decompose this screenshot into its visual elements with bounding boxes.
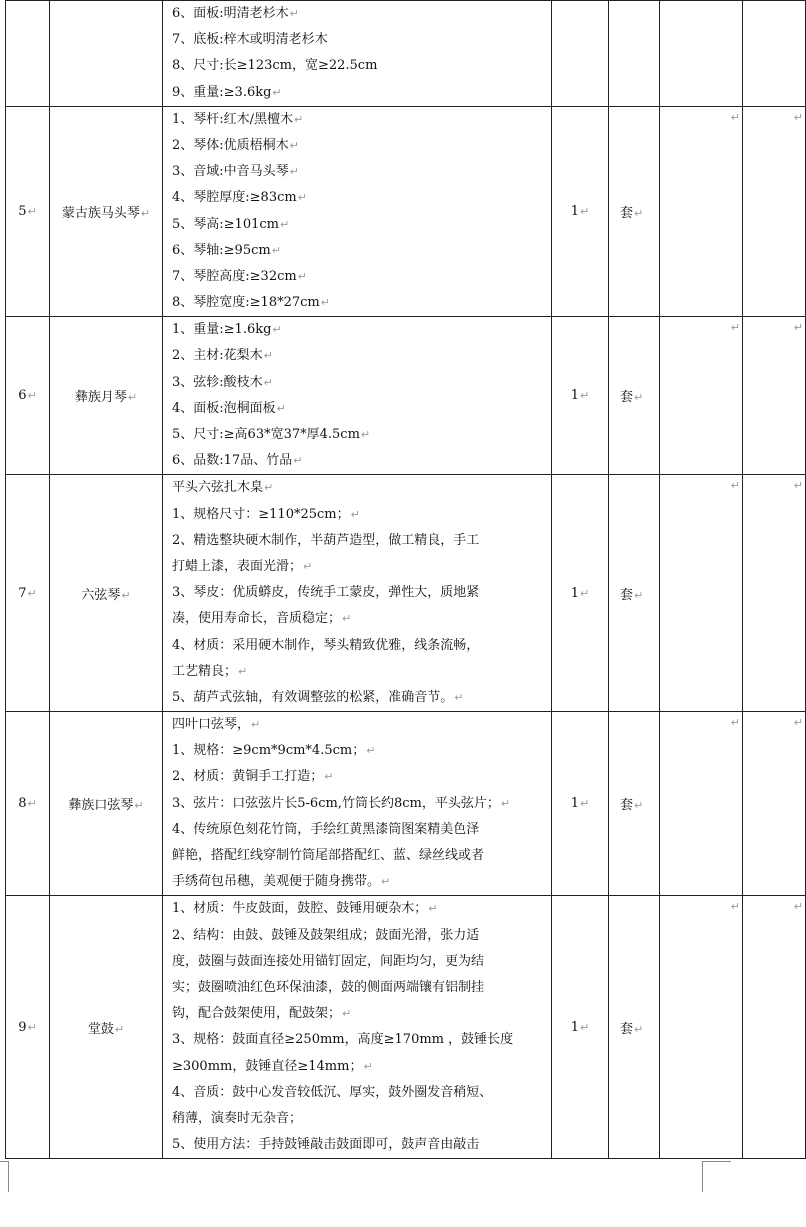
spec-line: [172, 554, 547, 580]
paragraph-mark: ↵: [27, 205, 37, 218]
spec-line-text: 3、琴皮：优质蟒皮，传统手工蒙皮，弹性大，质地紧: [172, 585, 480, 601]
unit: 套: [620, 1021, 634, 1037]
table-body: [6, 1, 806, 1159]
cell-item-name: [50, 1, 163, 107]
paragraph-mark: ↵: [27, 797, 37, 811]
cell-quantity: [552, 896, 609, 1159]
paragraph-mark: ↵: [264, 481, 274, 495]
paragraph-mark: ↵: [294, 112, 304, 126]
paragraph-mark: ↵: [342, 612, 352, 626]
item-name: 堂鼓: [87, 1021, 114, 1037]
cell-unit: [609, 712, 660, 896]
spec-line-text: 7、琴腔高度:≥32cm: [172, 268, 297, 284]
spec-line-text: 3、弦轸:酸枝木: [172, 374, 263, 390]
spec-line-text: 2、琴体:优质梧桐木: [172, 137, 289, 153]
cell-item-number: [6, 896, 50, 1159]
paragraph-mark: ↵: [634, 391, 644, 405]
spec-line-text: 4、材质：采用硬木制作，琴头精致优雅，线条流畅，: [172, 637, 480, 653]
paragraph-mark: ↵: [271, 243, 281, 257]
cell-total-price: [743, 106, 806, 317]
cell-specification: [163, 106, 552, 317]
cell-total-price: [743, 317, 806, 475]
spec-line: [172, 80, 547, 106]
spec-line-text: 4、音质：鼓中心发音较低沉、厚实，鼓外圈发音稍短、: [172, 1084, 493, 1100]
item-number: 8: [18, 796, 27, 812]
paragraph-mark: ↵: [276, 401, 286, 415]
paragraph-mark: ↵: [730, 900, 740, 914]
paragraph-mark: ↵: [289, 7, 299, 20]
spec-line-text: 2、材质：黄铜手工打造；: [172, 769, 324, 785]
spec-line: [172, 107, 547, 133]
spec-line-text: 3、弦片：口弦弦片长5-6cm,竹筒长约8cm，平头弦片；: [172, 795, 500, 811]
cell-item-number: [6, 106, 50, 317]
spec-line: [172, 633, 547, 659]
unit: 套: [620, 390, 634, 406]
spec-line-text: 3、规格：鼓面直径≥250mm，高度≥170mm ，鼓锤长度: [172, 1032, 514, 1048]
spec-line-text: 5、使用方法：手持鼓锤敲击鼓面即可，鼓声音由敲击: [172, 1137, 480, 1153]
spec-line-text: 8、琴腔宽度:≥18*27cm: [172, 295, 320, 311]
spec-line-text: 1、规格：≥9cm*9cm*4.5cm；: [172, 743, 366, 759]
spec-line: [172, 1001, 547, 1027]
paragraph-mark: ↵: [360, 428, 371, 441]
spec-line: [172, 764, 547, 790]
spec-line: [172, 1080, 547, 1106]
spec-line: [172, 712, 547, 738]
cell-item-name: [50, 896, 163, 1159]
paragraph-mark: ↵: [730, 716, 740, 730]
item-name: 彝族口弦琴: [68, 798, 134, 814]
item-number: 7: [18, 585, 27, 601]
spec-line-text: 凑，使用寿命长，音质稳定；: [172, 611, 342, 627]
paragraph-mark: ↵: [324, 770, 334, 784]
cell-unit-price: [660, 475, 743, 712]
instrument-spec-table: [5, 0, 806, 1159]
spec-line: [172, 923, 547, 949]
table-row: [6, 896, 806, 1159]
spec-line: [172, 869, 547, 895]
unit: 套: [620, 206, 634, 221]
spec-line-text: 6、面板:明清老杉木: [172, 6, 289, 21]
paragraph-mark: ↵: [127, 391, 138, 405]
cell-specification: [163, 712, 552, 896]
cell-unit-price: [660, 106, 743, 317]
quantity: 1: [570, 1019, 580, 1035]
spec-line-text: 度，鼓圈与鼓面连接处用锚钉固定，间距均匀，更为结: [172, 953, 485, 969]
spec-line: [172, 1, 547, 27]
cell-unit: [609, 1, 660, 107]
spec-line-text: 1、规格尺寸：≥110*25cm；: [172, 506, 350, 522]
paragraph-mark: ↵: [454, 690, 464, 704]
cell-total-price: [743, 1, 806, 107]
spec-line-text: 3、音域:中音马头琴: [172, 164, 289, 180]
spec-line-text: 4、面板:泡桐面板: [172, 400, 276, 416]
paragraph-mark: ↵: [793, 321, 803, 335]
spec-line-text: 5、尺寸:≥高63*宽37*厚4.5cm: [172, 427, 360, 442]
paragraph-mark: ↵: [580, 1020, 590, 1034]
cell-specification: [163, 475, 552, 712]
spec-line: [172, 843, 547, 869]
cell-unit-price: [660, 317, 743, 475]
spec-line: [172, 264, 547, 290]
cell-unit: [609, 106, 660, 317]
spec-line-text: 4、琴腔厚度:≥83cm: [172, 190, 297, 206]
paragraph-mark: ↵: [272, 85, 282, 99]
spec-line-text: 6、品数:17品、竹品: [172, 453, 293, 469]
spec-line-text: 2、结构：由鼓、鼓锤及鼓架组成；鼓面光滑，张力适: [172, 927, 480, 943]
cell-unit-price: [660, 712, 743, 896]
cell-specification: [163, 896, 552, 1159]
paragraph-mark: ↵: [730, 110, 740, 124]
spec-line: [172, 290, 547, 316]
item-name: 彝族月琴: [74, 390, 127, 406]
spec-line: [172, 238, 547, 264]
paragraph-mark: ↵: [634, 799, 644, 813]
spec-line-text: 6、琴轴:≥95cm: [172, 242, 271, 258]
spec-line: [172, 343, 547, 369]
paragraph-mark: ↵: [793, 479, 803, 493]
paragraph-mark: ↵: [793, 716, 803, 730]
spec-line: [172, 896, 547, 922]
cell-quantity: [552, 1, 609, 107]
cell-quantity: [552, 712, 609, 896]
paragraph-mark: ↵: [121, 588, 131, 602]
paragraph-mark: ↵: [634, 1022, 644, 1036]
spec-line-text: 四叶口弦琴，: [172, 717, 251, 733]
paragraph-mark: ↵: [730, 479, 740, 493]
paragraph-mark: ↵: [320, 296, 330, 310]
cell-item-number: [6, 712, 50, 896]
paragraph-mark: ↵: [303, 559, 313, 573]
table-row: [6, 1, 806, 107]
cell-quantity: [552, 106, 609, 317]
spec-line: [172, 370, 547, 396]
spec-line: [172, 817, 547, 843]
cell-item-name: [50, 317, 163, 475]
cell-item-number: [6, 475, 50, 712]
paragraph-mark: ↵: [27, 1020, 37, 1034]
item-name: 六弦琴: [81, 587, 121, 603]
paragraph-mark: ↵: [634, 207, 644, 220]
page-corner-mark-right: [702, 1161, 731, 1192]
spec-line-text: 工艺精良；: [172, 663, 238, 679]
spec-line: [172, 528, 547, 554]
cell-total-price: [743, 475, 806, 712]
spec-line: [172, 685, 547, 711]
cell-item-number: [6, 317, 50, 475]
spec-line: [172, 791, 547, 817]
quantity: 1: [570, 796, 580, 812]
paragraph-mark: ↵: [114, 1022, 125, 1036]
spec-line: [172, 606, 547, 632]
spec-line: [172, 502, 547, 528]
spec-line-text: 2、主材:花梨木: [172, 348, 263, 364]
spec-line: [172, 212, 547, 238]
paragraph-mark: ↵: [140, 207, 151, 220]
spec-line-text: 2、精选整块硬木制作，半葫芦造型，做工精良，手工: [172, 532, 480, 548]
spec-line: [172, 133, 547, 159]
paragraph-mark: ↵: [793, 110, 803, 124]
spec-line-text: 5、葫芦式弦轴，有效调整弦的松紧，准确音节。: [172, 689, 454, 705]
unit: 套: [620, 798, 634, 814]
item-number: 6: [18, 388, 27, 404]
spec-line-text: 4、传统原色刻花竹筒，手绘红黄黑漆筒图案精美色泽: [172, 821, 480, 837]
paragraph-mark: ↵: [297, 191, 307, 205]
spec-line-text: 1、琴杆:红木/黑檀木: [172, 111, 294, 127]
spec-line: [172, 27, 547, 53]
paragraph-mark: ↵: [27, 586, 37, 600]
cell-unit: [609, 317, 660, 475]
spec-line: [172, 317, 547, 343]
paragraph-mark: ↵: [238, 664, 248, 678]
spec-line-text: 鲜艳，搭配红线穿制竹筒尾部搭配红、蓝、绿丝线或者: [172, 848, 485, 863]
paragraph-mark: ↵: [363, 1059, 373, 1073]
cell-unit-price: [660, 1, 743, 107]
paragraph-mark: ↵: [297, 269, 307, 283]
cell-unit: [609, 896, 660, 1159]
paragraph-mark: ↵: [134, 799, 144, 813]
paragraph-mark: ↵: [580, 389, 590, 403]
item-name: 蒙古族马头琴: [61, 206, 140, 221]
paragraph-mark: ↵: [279, 217, 290, 231]
paragraph-mark: ↵: [289, 138, 299, 152]
spec-line-text: 7、底板:梓木或明清老杉木: [172, 32, 328, 48]
spec-line: [172, 1027, 547, 1053]
cell-item-name: [50, 712, 163, 896]
paragraph-mark: ↵: [580, 205, 590, 218]
spec-line-text: 9、重量:≥3.6kg: [172, 84, 272, 100]
paragraph-mark: ↵: [263, 375, 273, 389]
paragraph-mark: ↵: [500, 796, 511, 810]
spec-line: [172, 396, 547, 422]
paragraph-mark: ↵: [251, 718, 261, 732]
spec-line-text: 钩，配合鼓架使用，配鼓架；: [172, 1006, 342, 1022]
cell-specification: [163, 1, 552, 107]
cell-item-number: [6, 1, 50, 107]
spec-line-text: 打蜡上漆，表面光滑；: [172, 558, 303, 574]
paragraph-mark: ↵: [580, 797, 590, 811]
spec-line-text: 5、琴高:≥101cm: [172, 216, 279, 232]
cell-specification: [163, 317, 552, 475]
paragraph-mark: ↵: [272, 323, 282, 337]
spec-line-text: 手绣荷包吊穗，美观便于随身携带。: [172, 874, 381, 890]
spec-line: [172, 422, 547, 448]
page-corner-mark-left: [0, 1161, 9, 1192]
spec-line-text: 稍薄，演奏时无杂音；: [172, 1110, 303, 1126]
spec-line: [172, 659, 547, 685]
paragraph-mark: ↵: [634, 588, 644, 602]
paragraph-mark: ↵: [381, 875, 391, 889]
item-number: 5: [18, 204, 27, 219]
spec-line: [172, 949, 547, 975]
cell-unit-price: [660, 896, 743, 1159]
spec-line: [172, 580, 547, 606]
spec-line-text: 实；鼓圈喷油红色环保油漆，鼓的侧面两端镶有铝制挂: [172, 979, 485, 995]
paragraph-mark: ↵: [342, 1007, 352, 1021]
quantity: 1: [570, 204, 580, 219]
table-row: [6, 712, 806, 896]
paragraph-mark: ↵: [793, 900, 803, 914]
cell-total-price: [743, 712, 806, 896]
paragraph-mark: ↵: [293, 454, 303, 468]
spec-line-text: 8、尺寸:长≥123cm，宽≥22.5cm: [172, 58, 378, 74]
paragraph-mark: ↵: [580, 586, 590, 600]
spec-line-text: 1、重量:≥1.6kg: [172, 322, 272, 338]
spec-line: [172, 185, 547, 211]
table-row: [6, 317, 806, 475]
quantity: 1: [570, 585, 580, 601]
spec-line: [172, 1132, 547, 1158]
paragraph-mark: ↵: [27, 389, 37, 403]
cell-unit: [609, 475, 660, 712]
cell-item-name: [50, 475, 163, 712]
cell-item-name: [50, 106, 163, 317]
paragraph-mark: ↵: [350, 507, 360, 521]
spec-line: [172, 975, 547, 1001]
table-row: [6, 475, 806, 712]
quantity: 1: [570, 388, 580, 404]
spec-line: [172, 159, 547, 185]
paragraph-mark: ↵: [263, 349, 273, 363]
spec-line: [172, 738, 547, 764]
spec-line-text: ≥300mm，鼓锤直径≥14mm；: [172, 1058, 363, 1074]
cell-quantity: [552, 475, 609, 712]
paragraph-mark: ↵: [366, 744, 376, 758]
item-number: 9: [18, 1019, 27, 1035]
paragraph-mark: ↵: [730, 321, 740, 335]
unit: 套: [620, 587, 634, 603]
table-row: [6, 106, 806, 317]
cell-quantity: [552, 317, 609, 475]
spec-line: [172, 1054, 547, 1080]
paragraph-mark: ↵: [428, 902, 438, 916]
spec-line: [172, 475, 547, 501]
spec-line: [172, 1106, 547, 1132]
spec-line-text: 1、材质：牛皮鼓面，鼓腔、鼓锤用硬杂木；: [172, 901, 428, 917]
spec-line: [172, 448, 547, 474]
cell-total-price: [743, 896, 806, 1159]
spec-line: [172, 53, 547, 79]
spec-line-text: 平头六弦扎木臬: [172, 480, 264, 496]
paragraph-mark: ↵: [289, 165, 299, 179]
